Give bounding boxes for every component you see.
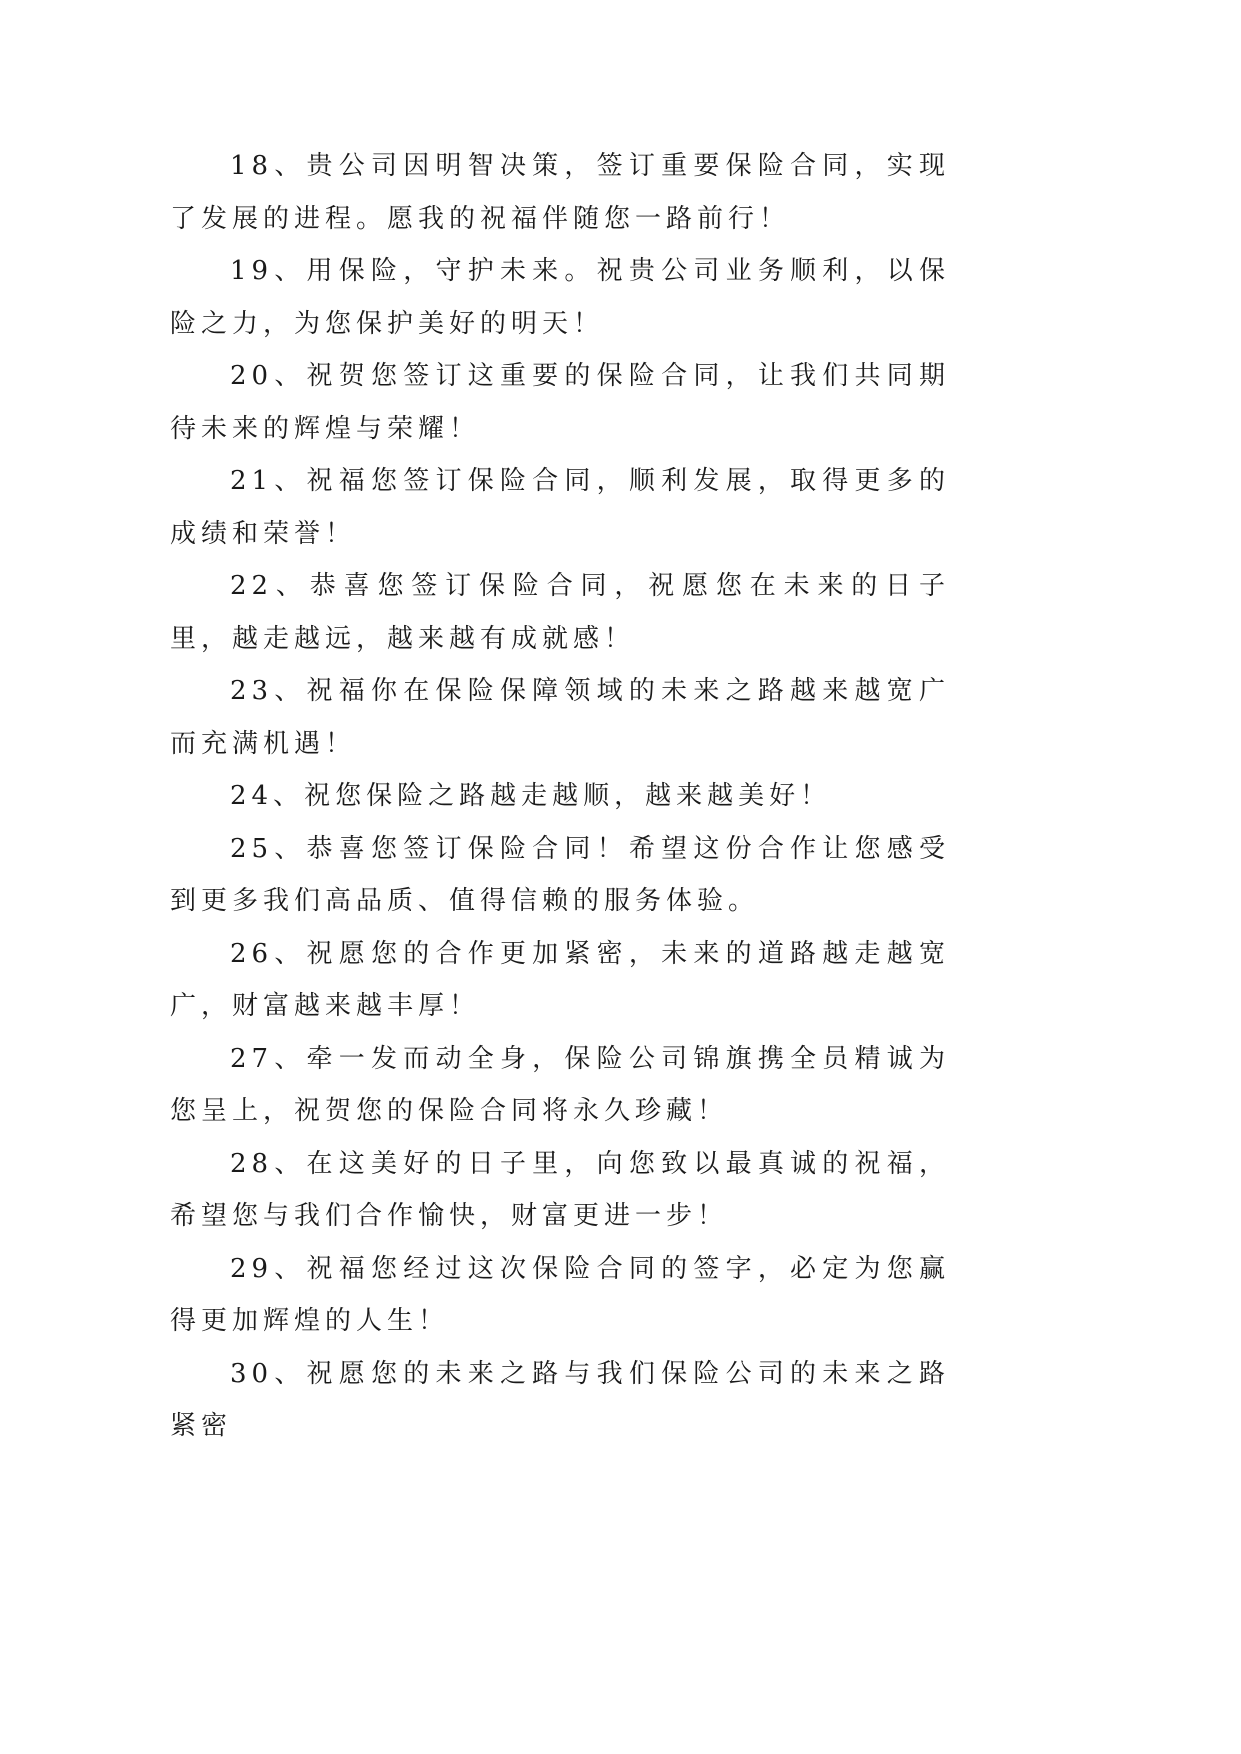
paragraph-24: 24、祝您保险之路越走越顺，越来越美好！ [230, 781, 832, 811]
paragraph-26: 26、祝愿您的合作更加紧密，未来的道路越走越宽广，财富越来越丰厚！ [170, 938, 950, 1021]
paragraph-22: 22、恭喜您签订保险合同，祝愿您在未来的日子里，越走越远，越来越有成就感！ [170, 571, 950, 654]
paragraph-19: 19、用保险，守护未来。祝贵公司业务顺利，以保险之力，为您保护美好的明天！ [170, 256, 950, 339]
paragraph-27: 27、牵一发而动全身，保险公司锦旗携全员精诚为您呈上，祝贺您的保险合同将永久珍藏！ [170, 1043, 950, 1126]
paragraph-20: 20、祝贺您签订这重要的保险合同，让我们共同期待未来的辉煌与荣耀！ [170, 361, 950, 444]
paragraph-28: 28、在这美好的日子里，向您致以最真诚的祝福，希望您与我们合作愉快，财富更进一步！ [170, 1148, 950, 1231]
paragraph-23: 23、祝福你在保险保障领域的未来之路越来越宽广而充满机遇！ [170, 676, 950, 759]
paragraph-18: 18、贵公司因明智决策，签订重要保险合同，实现了发展的进程。愿我的祝福伴随您一路前行！ [170, 151, 950, 234]
paragraph-29: 29、祝福您经过这次保险合同的签字，必定为您赢得更加辉煌的人生！ [170, 1253, 950, 1336]
paragraph-30: 30、祝愿您的未来之路与我们保险公司的未来之路紧密 [170, 1358, 950, 1441]
paragraph-21: 21、祝福您签订保险合同，顺利发展，取得更多的成绩和荣誉！ [170, 466, 950, 549]
document-body [170, 140, 950, 1453]
paragraph-25: 25、恭喜您签订保险合同！希望这份合作让您感受到更多我们高品质、值得信赖的服务体验。 [170, 833, 950, 916]
